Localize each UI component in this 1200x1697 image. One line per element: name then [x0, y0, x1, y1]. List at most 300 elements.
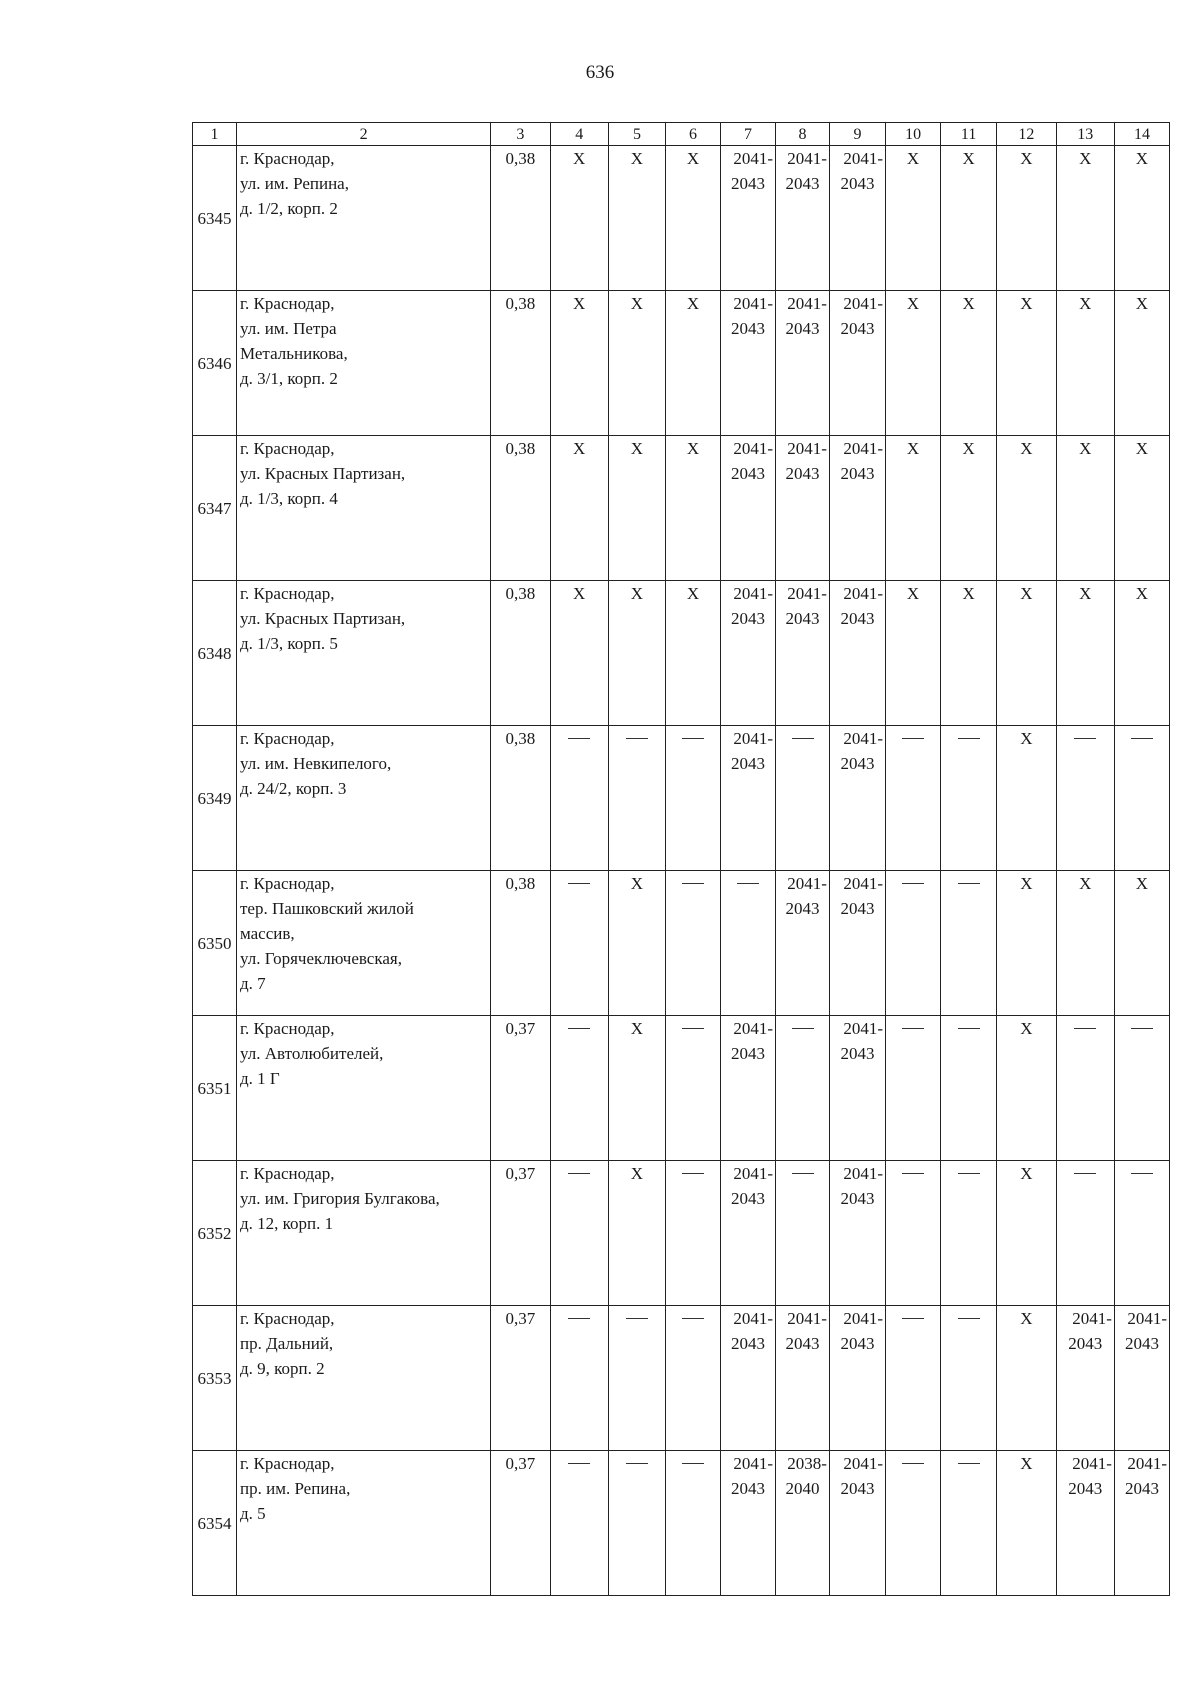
empty-dash-cell	[1056, 1016, 1114, 1161]
year-range-cell	[721, 581, 776, 726]
dash-mark	[682, 1173, 704, 1174]
address-line: г. Краснодар,	[240, 1309, 335, 1328]
mark-x: X	[1079, 294, 1092, 313]
year-range-cell	[721, 1306, 776, 1451]
year-range-cell	[721, 726, 776, 871]
address-line: ул. им. Петра	[240, 319, 337, 338]
range-start: 2041-	[843, 729, 884, 748]
mark-x: X	[630, 439, 644, 458]
address-cell	[237, 1451, 491, 1596]
dash-mark	[568, 738, 590, 739]
row-number: 6353	[193, 1306, 237, 1451]
mark-x-cell	[666, 581, 721, 726]
empty-dash-cell	[886, 1016, 941, 1161]
mark-x-cell	[1056, 146, 1114, 291]
table-row	[193, 581, 1170, 726]
column-header: 3	[491, 123, 550, 146]
value-cell: 0,38	[491, 871, 550, 1016]
range-end: 2043	[785, 609, 820, 628]
mark-x-cell	[608, 1161, 665, 1306]
year-range-cell	[721, 1161, 776, 1306]
mark-x-cell	[1056, 436, 1114, 581]
range-start: 2041-	[733, 729, 774, 748]
mark-x: X	[906, 439, 920, 458]
mark-x: X	[1135, 584, 1149, 603]
year-range-cell	[1114, 1451, 1169, 1596]
address-line: г. Краснодар,	[240, 1164, 335, 1183]
mark-x-cell	[997, 1451, 1056, 1596]
address-line: д. 9, корп. 2	[240, 1359, 325, 1378]
range-end: 2043	[785, 319, 820, 338]
table-row	[193, 146, 1170, 291]
empty-dash-cell	[941, 1306, 997, 1451]
mark-x: X	[686, 149, 700, 168]
row-number: 6349	[193, 726, 237, 871]
empty-dash-cell	[550, 1016, 608, 1161]
range-end: 2043	[1124, 1479, 1159, 1498]
range-end: 2043	[840, 1479, 875, 1498]
year-range-cell	[829, 1451, 885, 1596]
range-start: 2041-	[733, 584, 774, 603]
column-header: 10	[886, 123, 941, 146]
row-number: 6346	[193, 291, 237, 436]
range-end: 2043	[840, 899, 875, 918]
range-end: 2043	[840, 1334, 875, 1353]
range-start: 2041-	[787, 149, 827, 168]
address-line: ул. Горячеключевская,	[240, 949, 402, 968]
value-cell: 0,38	[491, 581, 550, 726]
year-range-cell	[829, 726, 885, 871]
empty-dash-cell	[941, 1451, 997, 1596]
mark-x-cell	[666, 146, 721, 291]
dash-mark	[1131, 1173, 1153, 1174]
address-cell	[237, 1161, 491, 1306]
mark-x-cell	[666, 291, 721, 436]
range-end: 2043	[785, 1334, 820, 1353]
range-end: 2043	[731, 1479, 766, 1498]
address-line: д. 1 Г	[240, 1069, 280, 1088]
mark-x-cell	[941, 291, 997, 436]
range-end: 2043	[1068, 1479, 1103, 1498]
mark-x-cell	[941, 146, 997, 291]
mark-x: X	[1079, 874, 1092, 893]
year-range-cell	[776, 1451, 830, 1596]
empty-dash-cell	[666, 871, 721, 1016]
mark-x-cell	[941, 581, 997, 726]
mark-x-cell	[1114, 146, 1169, 291]
mark-x-cell	[997, 726, 1056, 871]
mark-x: X	[686, 439, 700, 458]
value-cell: 0,38	[491, 436, 550, 581]
range-end: 2043	[840, 174, 875, 193]
range-end: 2043	[731, 609, 766, 628]
range-start: 2041-	[843, 1454, 884, 1473]
empty-dash-cell	[550, 1306, 608, 1451]
empty-dash-cell	[1056, 726, 1114, 871]
mark-x: X	[1020, 729, 1033, 748]
mark-x-cell	[550, 436, 608, 581]
row-number: 6352	[193, 1161, 237, 1306]
range-start: 2041-	[733, 294, 774, 313]
table-row	[193, 291, 1170, 436]
range-end: 2043	[1124, 1334, 1159, 1353]
year-range-cell	[829, 1161, 885, 1306]
range-start: 2041-	[1072, 1454, 1112, 1473]
range-end: 2043	[1068, 1334, 1103, 1353]
mark-x: X	[573, 584, 586, 603]
dash-mark	[958, 1028, 980, 1029]
range-end: 2043	[840, 464, 875, 483]
range-end: 2043	[731, 1189, 766, 1208]
empty-dash-cell	[666, 1161, 721, 1306]
dash-mark	[958, 738, 980, 739]
dash-mark	[902, 1173, 924, 1174]
mark-x-cell	[608, 436, 665, 581]
range-end: 2043	[731, 754, 766, 773]
range-end: 2043	[840, 754, 875, 773]
empty-dash-cell	[776, 726, 830, 871]
dash-mark	[958, 1463, 980, 1464]
mark-x-cell	[997, 1306, 1056, 1451]
range-start: 2041-	[1072, 1309, 1112, 1328]
dash-mark	[626, 1463, 648, 1464]
address-line: д. 12, корп. 1	[240, 1214, 334, 1233]
address-line: ул. Красных Партизан,	[240, 609, 406, 628]
mark-x: X	[1020, 149, 1033, 168]
value-cell: 0,38	[491, 146, 550, 291]
mark-x-cell	[997, 291, 1056, 436]
address-line: пр. им. Репина,	[240, 1479, 351, 1498]
mark-x: X	[1020, 439, 1033, 458]
address-cell	[237, 1016, 491, 1161]
address-line: ул. им. Григория Булгакова,	[240, 1189, 440, 1208]
range-start: 2041-	[843, 1164, 884, 1183]
dash-mark	[626, 738, 648, 739]
dash-mark	[902, 883, 924, 884]
column-header: 7	[721, 123, 776, 146]
mark-x-cell	[886, 581, 941, 726]
table-row	[193, 871, 1170, 1016]
address-line: Метальникова,	[240, 344, 348, 363]
range-start: 2041-	[733, 1019, 774, 1038]
mark-x: X	[630, 1019, 644, 1038]
mark-x: X	[573, 149, 586, 168]
empty-dash-cell	[886, 726, 941, 871]
dash-mark	[626, 1318, 648, 1319]
mark-x: X	[906, 584, 920, 603]
address-cell	[237, 581, 491, 726]
range-end: 2043	[731, 174, 766, 193]
empty-dash-cell	[666, 726, 721, 871]
mark-x: X	[962, 149, 975, 168]
address-line: тер. Пашковский жилой	[240, 899, 414, 918]
empty-dash-cell	[666, 1016, 721, 1161]
year-range-cell	[776, 146, 830, 291]
mark-x-cell	[608, 871, 665, 1016]
row-number: 6348	[193, 581, 237, 726]
empty-dash-cell	[1114, 1161, 1169, 1306]
mark-x: X	[1020, 294, 1033, 313]
empty-dash-cell	[550, 1161, 608, 1306]
mark-x-cell	[997, 871, 1056, 1016]
register-table	[192, 122, 1170, 1596]
address-cell	[237, 1306, 491, 1451]
empty-dash-cell	[608, 1451, 665, 1596]
range-start: 2041-	[787, 294, 827, 313]
year-range-cell	[829, 581, 885, 726]
range-start: 2041-	[787, 584, 827, 603]
mark-x-cell	[1056, 871, 1114, 1016]
empty-dash-cell	[886, 1161, 941, 1306]
year-range-cell	[1056, 1306, 1114, 1451]
row-number: 6351	[193, 1016, 237, 1161]
mark-x: X	[573, 294, 586, 313]
address-line: массив,	[240, 924, 295, 943]
address-line: г. Краснодар,	[240, 729, 335, 748]
mark-x: X	[1079, 584, 1092, 603]
dash-mark	[1131, 738, 1153, 739]
row-number: 6350	[193, 871, 237, 1016]
row-number: 6354	[193, 1451, 237, 1596]
column-header: 14	[1114, 123, 1169, 146]
column-header: 8	[776, 123, 830, 146]
value-cell: 0,38	[491, 726, 550, 871]
empty-dash-cell	[666, 1451, 721, 1596]
address-cell	[237, 871, 491, 1016]
range-end: 2043	[840, 319, 875, 338]
mark-x: X	[1079, 439, 1092, 458]
dash-mark	[682, 1463, 704, 1464]
mark-x-cell	[886, 291, 941, 436]
dash-mark	[682, 883, 704, 884]
range-start: 2041-	[843, 1019, 884, 1038]
mark-x: X	[630, 874, 644, 893]
range-start: 2041-	[843, 584, 884, 603]
mark-x-cell	[1056, 581, 1114, 726]
mark-x: X	[906, 294, 920, 313]
table-row	[193, 1161, 1170, 1306]
empty-dash-cell	[550, 871, 608, 1016]
address-line: д. 3/1, корп. 2	[240, 369, 338, 388]
address-line: д. 1/3, корп. 4	[240, 489, 338, 508]
dash-mark	[1131, 1028, 1153, 1029]
range-start: 2041-	[843, 874, 884, 893]
mark-x-cell	[997, 581, 1056, 726]
dash-mark	[902, 1028, 924, 1029]
address-line: д. 7	[240, 974, 266, 993]
year-range-cell	[1114, 1306, 1169, 1451]
address-cell	[237, 436, 491, 581]
dash-mark	[682, 1318, 704, 1319]
mark-x: X	[630, 584, 644, 603]
mark-x-cell	[608, 146, 665, 291]
address-cell	[237, 291, 491, 436]
range-end: 2043	[840, 1189, 875, 1208]
range-start: 2041-	[787, 439, 827, 458]
mark-x: X	[1135, 294, 1149, 313]
range-start: 2041-	[843, 294, 884, 313]
value-cell: 0,37	[491, 1161, 550, 1306]
row-number: 6347	[193, 436, 237, 581]
address-line: г. Краснодар,	[240, 1019, 335, 1038]
address-line: г. Краснодар,	[240, 439, 335, 458]
column-header: 11	[941, 123, 997, 146]
value-cell: 0,38	[491, 291, 550, 436]
dash-mark	[568, 1173, 590, 1174]
dash-mark	[568, 883, 590, 884]
address-line: д. 5	[240, 1504, 266, 1523]
column-header: 6	[666, 123, 721, 146]
dash-mark	[568, 1318, 590, 1319]
mark-x: X	[1020, 874, 1033, 893]
empty-dash-cell	[776, 1016, 830, 1161]
address-line: пр. Дальний,	[240, 1334, 334, 1353]
address-line: ул. Красных Партизан,	[240, 464, 406, 483]
empty-dash-cell	[886, 1451, 941, 1596]
mark-x: X	[630, 294, 644, 313]
empty-dash-cell	[776, 1161, 830, 1306]
range-end: 2043	[785, 899, 820, 918]
range-start: 2041-	[733, 1454, 774, 1473]
year-range-cell	[721, 146, 776, 291]
address-line: ул. им. Репина,	[240, 174, 349, 193]
mark-x-cell	[608, 291, 665, 436]
dash-mark	[958, 883, 980, 884]
mark-x-cell	[997, 1016, 1056, 1161]
mark-x-cell	[941, 436, 997, 581]
dash-mark	[1074, 738, 1096, 739]
dash-mark	[958, 1318, 980, 1319]
range-start: 2041-	[1127, 1454, 1167, 1473]
column-header: 13	[1056, 123, 1114, 146]
empty-dash-cell	[941, 726, 997, 871]
range-start: 2041-	[843, 1309, 884, 1328]
mark-x: X	[1020, 1164, 1033, 1183]
column-header: 12	[997, 123, 1056, 146]
mark-x: X	[1079, 149, 1092, 168]
column-header: 9	[829, 123, 885, 146]
range-start: 2041-	[787, 1309, 827, 1328]
dash-mark	[682, 738, 704, 739]
page-number: 636	[585, 62, 615, 83]
range-start: 2041-	[733, 1164, 774, 1183]
dash-mark	[1074, 1173, 1096, 1174]
range-end: 2043	[731, 464, 766, 483]
dash-mark	[958, 1173, 980, 1174]
address-line: г. Краснодар,	[240, 1454, 335, 1473]
mark-x-cell	[997, 146, 1056, 291]
address-cell	[237, 726, 491, 871]
year-range-cell	[776, 1306, 830, 1451]
value-cell: 0,37	[491, 1306, 550, 1451]
range-start: 2041-	[843, 149, 884, 168]
range-start: 2038-	[787, 1454, 827, 1473]
mark-x-cell	[1114, 581, 1169, 726]
year-range-cell	[776, 291, 830, 436]
mark-x: X	[1020, 1309, 1033, 1328]
header-row	[193, 123, 1170, 146]
range-end: 2043	[731, 1334, 766, 1353]
address-line: ул. им. Невкипелого,	[240, 754, 392, 773]
column-header: 1	[193, 123, 237, 146]
range-start: 2041-	[787, 874, 827, 893]
address-line: г. Краснодар,	[240, 874, 335, 893]
year-range-cell	[776, 871, 830, 1016]
year-range-cell	[721, 1016, 776, 1161]
dash-mark	[792, 738, 814, 739]
year-range-cell	[829, 871, 885, 1016]
table-row	[193, 1016, 1170, 1161]
dash-mark	[1074, 1028, 1096, 1029]
range-start: 2041-	[1127, 1309, 1167, 1328]
range-start: 2041-	[733, 1309, 774, 1328]
empty-dash-cell	[550, 1451, 608, 1596]
value-cell: 0,37	[491, 1016, 550, 1161]
mark-x-cell	[1056, 291, 1114, 436]
dash-mark	[792, 1028, 814, 1029]
empty-dash-cell	[666, 1306, 721, 1451]
table-row	[193, 436, 1170, 581]
dash-mark	[902, 1463, 924, 1464]
mark-x: X	[962, 584, 975, 603]
empty-dash-cell	[941, 1016, 997, 1161]
address-line: ул. Автолюбителей,	[240, 1044, 384, 1063]
mark-x: X	[573, 439, 586, 458]
year-range-cell	[829, 436, 885, 581]
year-range-cell	[829, 146, 885, 291]
mark-x-cell	[886, 436, 941, 581]
range-end: 2043	[840, 1044, 875, 1063]
address-line: д. 24/2, корп. 3	[240, 779, 347, 798]
mark-x-cell	[550, 146, 608, 291]
mark-x: X	[630, 1164, 644, 1183]
year-range-cell	[829, 291, 885, 436]
value-cell: 0,37	[491, 1451, 550, 1596]
year-range-cell	[721, 436, 776, 581]
year-range-cell	[721, 291, 776, 436]
address-line: д. 1/3, корп. 5	[240, 634, 338, 653]
range-start: 2041-	[843, 439, 884, 458]
mark-x-cell	[550, 581, 608, 726]
mark-x-cell	[550, 291, 608, 436]
mark-x: X	[1020, 1454, 1033, 1473]
range-end: 2043	[731, 319, 766, 338]
empty-dash-cell	[608, 1306, 665, 1451]
dash-mark	[568, 1463, 590, 1464]
mark-x: X	[1135, 439, 1149, 458]
mark-x-cell	[1114, 436, 1169, 581]
range-start: 2041-	[733, 439, 774, 458]
mark-x: X	[906, 149, 920, 168]
table-row	[193, 1306, 1170, 1451]
mark-x-cell	[1114, 871, 1169, 1016]
column-header: 2	[237, 123, 491, 146]
dash-mark	[792, 1173, 814, 1174]
mark-x-cell	[666, 436, 721, 581]
year-range-cell	[776, 436, 830, 581]
empty-dash-cell	[886, 871, 941, 1016]
empty-dash-cell	[721, 871, 776, 1016]
dash-mark	[902, 738, 924, 739]
mark-x: X	[1135, 874, 1149, 893]
empty-dash-cell	[1114, 1016, 1169, 1161]
empty-dash-cell	[886, 1306, 941, 1451]
year-range-cell	[829, 1016, 885, 1161]
mark-x: X	[962, 439, 975, 458]
mark-x: X	[686, 584, 700, 603]
dash-mark	[737, 883, 759, 884]
address-line: г. Краснодар,	[240, 149, 335, 168]
